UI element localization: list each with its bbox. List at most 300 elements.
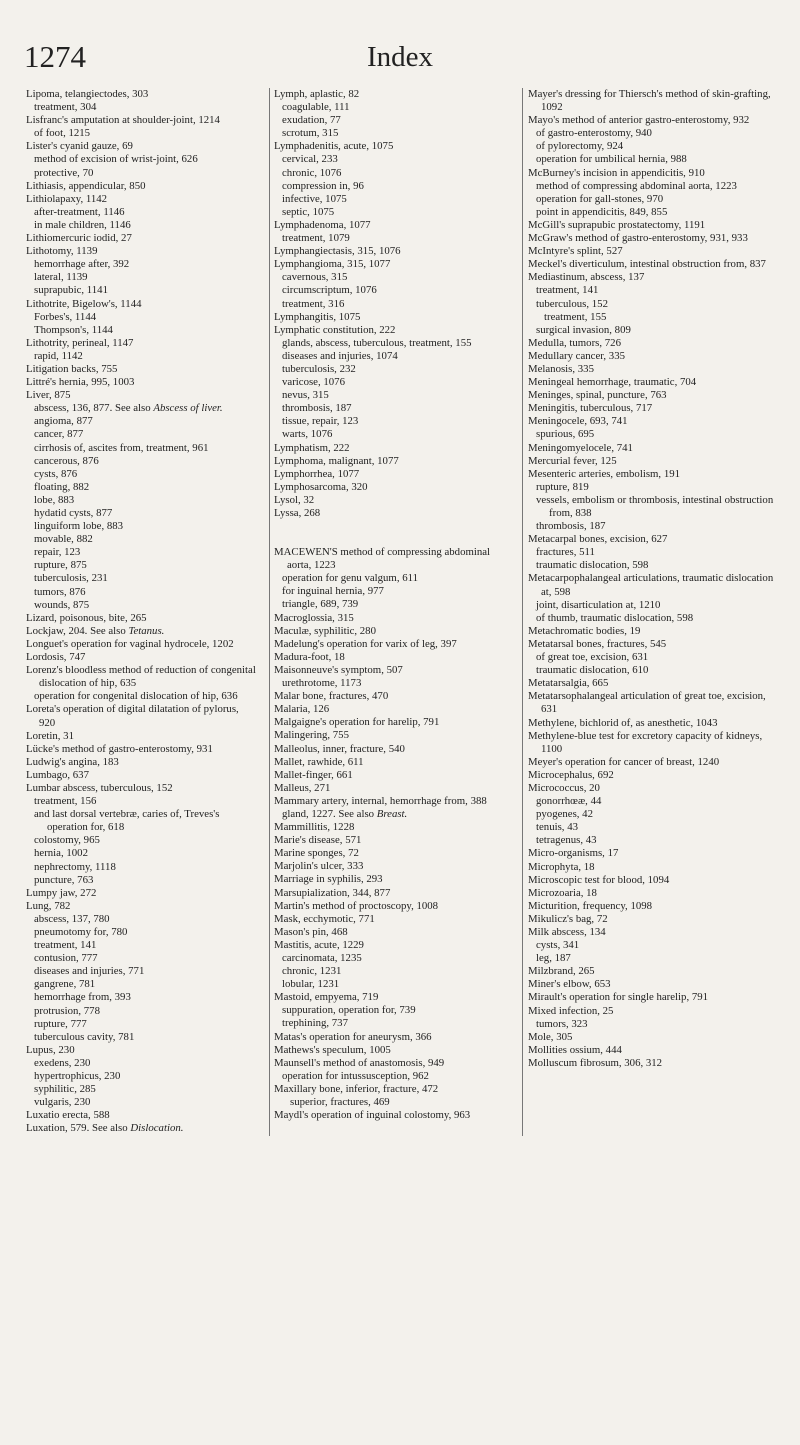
entry-text: abscess, 137, 780: [34, 912, 110, 925]
index-entry: [274, 795, 510, 808]
index-subentry: [26, 586, 257, 599]
entry-text: nevus, 315: [282, 389, 329, 402]
index-subentry: [274, 101, 510, 114]
entry-text: protective, 70: [34, 166, 94, 179]
index-entry: [528, 114, 782, 127]
index-entry: [26, 900, 257, 913]
entry-text: Forbes's, 1144: [34, 310, 97, 323]
index-columns: [26, 88, 782, 1136]
index-entry: [528, 415, 782, 428]
entry-text: repair, 123: [34, 546, 81, 559]
entry-text: Medulla, tumors, 726: [528, 336, 621, 349]
entry-text: thrombosis, 187: [536, 520, 606, 533]
entry-text: hypertrophicus, 230: [34, 1070, 121, 1083]
index-subentry: [274, 193, 510, 206]
entry-text: surgical invasion, 809: [536, 323, 631, 336]
index-subentry: [26, 468, 257, 481]
index-entry: [528, 1057, 782, 1070]
index-subentry: [26, 690, 257, 703]
entry-text: urethrotome, 1173: [282, 677, 362, 690]
cross-reference: Dislocation.: [130, 1122, 184, 1135]
index-entry: [26, 180, 257, 193]
index-subentry: [274, 180, 510, 193]
index-subentry: [274, 363, 510, 376]
entry-text: Medullary cancer, 335: [528, 349, 625, 362]
entry-text: Meyer's operation for cancer of breast, 1240: [528, 755, 720, 768]
index-subentry: [26, 965, 257, 978]
entry-text: Lymphangitis, 1075: [274, 310, 361, 323]
index-subentry: [26, 481, 257, 494]
entry-text: McBurney's incision in appendicitis, 910: [528, 166, 705, 179]
entry-text: operation for intussusception, 962: [282, 1069, 429, 1082]
index-subentry: [274, 677, 510, 690]
entry-text: Lymphangioma, 315, 1077: [274, 258, 391, 271]
entry-text: Metatarsal bones, fractures, 545: [528, 637, 667, 650]
index-entry: [528, 717, 782, 730]
index-subentry: [274, 376, 510, 389]
entry-text: Longuet's operation for vaginal hydrocele, 1202: [26, 637, 234, 650]
entry-text: of pylorectomy, 924: [536, 140, 624, 153]
entry-text: hydatid cysts, 877: [34, 507, 113, 519]
index-subentry: [26, 127, 257, 140]
entry-text: Macroglossia, 315: [274, 611, 354, 624]
index-subentry: [274, 1096, 510, 1109]
page-number: 1274: [24, 39, 86, 74]
entry-text: Miner's elbow, 653: [528, 978, 611, 991]
index-entry: [528, 219, 782, 232]
entry-text: cysts, 341: [536, 939, 580, 952]
entry-text: cervical, 233: [282, 153, 338, 166]
entry-text: movable, 882: [34, 533, 93, 546]
index-subentry: [26, 808, 257, 834]
entry-text: cancerous, 876: [34, 454, 99, 467]
index-subentry: [528, 324, 782, 337]
entry-text: Metacarpophalangeal articulations, traumatic dislocation at, 598: [528, 572, 774, 598]
index-subentry: [274, 1070, 510, 1083]
entry-text: Lysol, 32: [274, 493, 315, 506]
entry-text: for inguinal hernia, 977: [282, 585, 384, 598]
entry-text: tuberculous, 152: [536, 297, 608, 310]
entry-text: Matas's operation for aneurysm, 366: [274, 1030, 432, 1043]
index-subentry: [274, 1004, 510, 1017]
entry-text: McGraw's method of gastro-enterostomy, 931, 933: [528, 232, 748, 245]
index-entry: [528, 376, 782, 389]
index-entry: [528, 271, 782, 284]
index-entry: [274, 743, 510, 756]
index-subentry: [26, 284, 257, 297]
entry-text: joint, disarticulation at, 1210: [536, 598, 661, 611]
entry-text: Lymph, aplastic, 82: [274, 88, 360, 100]
index-subentry: [26, 533, 257, 546]
index-subentry: [26, 167, 257, 180]
entry-text: Mixed infection, 25: [528, 1004, 614, 1017]
cross-reference: Breast.: [376, 807, 408, 820]
index-subentry: [528, 481, 782, 494]
index-entry: [528, 625, 782, 638]
index-entry: [274, 703, 510, 716]
index-entry: [26, 232, 257, 245]
entry-text: protrusion, 778: [34, 1004, 100, 1017]
index-subentry: [274, 808, 510, 821]
entry-text: Milzbrand, 265: [528, 965, 595, 978]
entry-text: infective, 1075: [282, 192, 347, 205]
cross-reference: Tetanus.: [128, 624, 165, 637]
entry-text: Malleus, 271: [274, 781, 331, 794]
index-entry: [26, 376, 257, 389]
index-entry: [274, 494, 510, 507]
index-subentry: [528, 808, 782, 821]
index-entry: [274, 311, 510, 324]
entry-text: MACEWEN'S method of compressing abdominal aorta, 1223: [274, 546, 491, 572]
index-entry: [26, 337, 257, 350]
entry-text: tenuis, 43: [536, 821, 578, 834]
entry-text: carcinomata, 1235: [282, 952, 362, 964]
entry-text: Maculæ, syphilitic, 280: [274, 624, 376, 637]
index-entry: [26, 245, 257, 258]
index-subentry: [528, 153, 782, 166]
index-entry: [26, 298, 257, 311]
entry-text: tissue, repair, 123: [282, 415, 359, 428]
entry-text: Lithotomy, 1139: [26, 245, 98, 258]
index-subentry: [274, 167, 510, 180]
index-entry: [274, 442, 510, 455]
entry-text: Mammillitis, 1228: [274, 821, 355, 834]
index-subentry: [274, 114, 510, 127]
index-entry: [528, 363, 782, 376]
index-entry: [274, 1057, 510, 1070]
index-subentry: [274, 127, 510, 140]
entry-text: tuberculous cavity, 781: [34, 1030, 135, 1043]
entry-text: Lisfranc's amputation at shoulder-joint, 1214: [26, 114, 220, 127]
index-subentry: [26, 271, 257, 284]
index-entry: [26, 887, 257, 900]
entry-text: Mask, ecchymotic, 771: [274, 912, 375, 925]
index-subentry: [26, 101, 257, 114]
index-entry: [528, 965, 782, 978]
index-entry: [274, 468, 510, 481]
index-entry: [274, 1044, 510, 1057]
entry-text: rupture, 875: [34, 559, 87, 572]
entry-text: puncture, 763: [34, 873, 94, 886]
entry-text: treatment, 155: [544, 310, 607, 323]
entry-text: method of excision of wrist-joint, 626: [34, 153, 198, 166]
index-subentry: [528, 795, 782, 808]
entry-text: Malingering, 755: [274, 729, 349, 742]
index-subentry: [274, 1017, 510, 1030]
entry-text: point in appendicitis, 849, 855: [536, 205, 668, 218]
index-entry: [26, 703, 257, 729]
index-subentry: [274, 298, 510, 311]
index-entry: [274, 625, 510, 638]
index-subentry: [26, 494, 257, 507]
entry-text: syphilitic, 285: [34, 1083, 96, 1096]
index-subentry: [26, 599, 257, 612]
index-entry: [26, 1109, 257, 1122]
index-entry: [528, 402, 782, 415]
entry-text: operation for gall-stones, 970: [536, 192, 664, 205]
entry-text: Littré's hernia, 995, 1003: [26, 376, 135, 389]
entry-text: treatment, 1079: [282, 232, 350, 245]
index-subentry: [26, 507, 257, 520]
index-subentry: [26, 978, 257, 991]
entry-text: Lithiolapaxy, 1142: [26, 192, 108, 205]
index-entry: [528, 861, 782, 874]
index-entry: [274, 991, 510, 1004]
index-subentry: [274, 585, 510, 598]
index-subentry: [528, 821, 782, 834]
index-entry: [528, 1044, 782, 1057]
index-column-1: [26, 88, 257, 1136]
index-subentry: [528, 651, 782, 664]
index-subentry: [528, 599, 782, 612]
index-subentry: [528, 206, 782, 219]
entry-text: treatment, 156: [34, 795, 97, 808]
entry-text: of gastro-enterostomy, 940: [536, 127, 652, 140]
entry-text: in male children, 1146: [34, 218, 131, 231]
index-entry: [274, 258, 510, 271]
index-entry: [528, 887, 782, 900]
entry-text: Lithiomercuric iodid, 27: [26, 232, 132, 245]
index-entry: [274, 887, 510, 900]
index-subentry: [26, 520, 257, 533]
index-subentry: [26, 402, 257, 415]
index-subentry: [26, 795, 257, 808]
entry-text: Lithiasis, appendicular, 850: [26, 179, 146, 192]
index-entry: [274, 900, 510, 913]
index-subentry: [528, 311, 782, 324]
entry-text: Maunsell's method of anastomosis, 949: [274, 1056, 445, 1069]
index-subentry: [274, 389, 510, 402]
index-subentry: [528, 559, 782, 572]
entry-text: Lyssa, 268: [274, 507, 321, 519]
entry-text: tuberculosis, 232: [282, 362, 356, 375]
entry-text: abscess, 136, 877. See also: [34, 402, 151, 415]
entry-text: Loretin, 31: [26, 729, 74, 742]
index-entry: [528, 690, 782, 716]
index-entry: [26, 140, 257, 153]
entry-text: Maydl's operation of inguinal colostomy, 963: [274, 1109, 471, 1122]
index-entry: [528, 913, 782, 926]
entry-text: gangrene, 781: [34, 978, 96, 991]
index-entry: [528, 337, 782, 350]
index-subentry: [274, 350, 510, 363]
entry-text: Lumbar abscess, tuberculous, 152: [26, 781, 173, 794]
index-entry: [528, 874, 782, 887]
index-subentry: [528, 546, 782, 559]
index-subentry: [274, 232, 510, 245]
entry-text: tetragenus, 43: [536, 834, 597, 847]
index-subentry: [26, 1005, 257, 1018]
entry-text: treatment, 141: [536, 284, 599, 297]
index-entry: [274, 834, 510, 847]
entry-text: rapid, 1142: [34, 349, 83, 362]
entry-text: Maisonneuve's symptom, 507: [274, 663, 403, 676]
index-entry: [274, 546, 510, 572]
entry-text: of thumb, traumatic dislocation, 598: [536, 611, 694, 624]
index-subentry: [26, 559, 257, 572]
index-subentry: [26, 913, 257, 926]
entry-text: leg, 187: [536, 952, 571, 965]
entry-text: Litigation backs, 755: [26, 362, 118, 375]
index-subentry: [528, 193, 782, 206]
index-entry: [26, 651, 257, 664]
entry-text: thrombosis, 187: [282, 402, 352, 415]
index-subentry: [274, 206, 510, 219]
entry-text: McIntyre's splint, 527: [528, 245, 623, 258]
index-subentry: [274, 598, 510, 611]
index-column-3: [522, 88, 782, 1136]
entry-text: Methylene-blue test for excretory capacity of kidneys, 1100: [528, 729, 763, 755]
entry-text: Loreta's operation of digital dilatation of pylorus, 920: [26, 703, 239, 729]
index-entry: [274, 651, 510, 664]
index-subentry: [26, 455, 257, 468]
entry-text: Marsupialization, 344, 877: [274, 886, 391, 899]
entry-text: Madelung's operation for varix of leg, 397: [274, 637, 457, 650]
entry-text: Malar bone, fractures, 470: [274, 690, 389, 703]
entry-text: gland, 1227. See also: [282, 807, 375, 820]
entry-text: Marine sponges, 72: [274, 847, 359, 860]
index-entry: [274, 913, 510, 926]
entry-text: Lymphoma, malignant, 1077: [274, 454, 399, 467]
entry-text: lateral, 1139: [34, 271, 88, 284]
index-entry: [528, 389, 782, 402]
index-entry: [274, 638, 510, 651]
entry-text: coagulable, 111: [282, 101, 350, 114]
index-entry: [528, 572, 782, 598]
entry-text: treatment, 304: [34, 101, 97, 114]
index-entry: [274, 847, 510, 860]
index-entry: [528, 900, 782, 913]
index-entry: [274, 507, 510, 520]
entry-text: Mesenteric arteries, embolism, 191: [528, 467, 681, 480]
index-subentry: [528, 939, 782, 952]
index-entry: [274, 729, 510, 742]
index-entry: [26, 730, 257, 743]
index-subentry: [26, 847, 257, 860]
entry-text: Meningomyelocele, 741: [528, 441, 633, 454]
index-entry: [274, 782, 510, 795]
index-subentry: [26, 324, 257, 337]
entry-text: Microzoaria, 18: [528, 886, 597, 899]
entry-text: of foot, 1215: [34, 127, 91, 140]
entry-text: Mercurial fever, 125: [528, 454, 617, 467]
entry-text: Marriage in syphilis, 293: [274, 873, 383, 886]
entry-text: Lithotrite, Bigelow's, 1144: [26, 297, 142, 310]
entry-text: Microphyta, 18: [528, 860, 595, 873]
index-entry: [528, 88, 782, 114]
entry-text: Mastitis, acute, 1229: [274, 938, 364, 951]
index-subentry: [26, 219, 257, 232]
entry-text: angioma, 877: [34, 415, 93, 428]
index-subentry: [274, 402, 510, 415]
entry-text: contusion, 777: [34, 952, 98, 965]
entry-text: scrotum, 315: [282, 127, 339, 140]
index-subentry: [26, 874, 257, 887]
index-subentry: [528, 284, 782, 297]
index-subentry: [26, 546, 257, 559]
entry-text: Mammary artery, internal, hemorrhage from, 388: [274, 794, 487, 807]
index-subentry: [528, 298, 782, 311]
index-entry: [26, 664, 257, 690]
index-entry: [528, 782, 782, 795]
entry-text: Mathews's speculum, 1005: [274, 1043, 391, 1056]
index-entry: [528, 350, 782, 363]
entry-text: Mediastinum, abscess, 137: [528, 271, 645, 284]
entry-text: Lymphadenitis, acute, 1075: [274, 140, 394, 153]
index-subentry: [26, 939, 257, 952]
entry-text: Martin's method of proctoscopy, 1008: [274, 899, 439, 912]
entry-text: Lithotrity, perineal, 1147: [26, 336, 134, 349]
index-subentry: [26, 1096, 257, 1109]
entry-text: lobular, 1231: [282, 978, 340, 991]
entry-text: Mikulicz's bag, 72: [528, 912, 608, 925]
index-subentry: [274, 337, 510, 350]
entry-text: Thompson's, 1144: [34, 323, 113, 336]
entry-text: gonorrhœæ, 44: [536, 795, 602, 808]
entry-text: operation for genu valgum, 611: [282, 572, 419, 585]
index-entry: [26, 769, 257, 782]
index-entry: [274, 324, 510, 337]
entry-text: Marjolin's ulcer, 333: [274, 860, 364, 873]
index-subentry: [528, 1018, 782, 1031]
entry-text: trephining, 737: [282, 1017, 348, 1030]
index-entry: [274, 756, 510, 769]
entry-text: Lumbago, 637: [26, 768, 89, 781]
entry-text: Mallet, rawhide, 611: [274, 755, 364, 768]
entry-text: spurious, 695: [536, 428, 595, 441]
entry-text: Malgaigne's operation for harelip, 791: [274, 716, 440, 729]
entry-text: Lumpy jaw, 272: [26, 886, 97, 899]
index-entry: [528, 1005, 782, 1018]
entry-text: linguiform lobe, 883: [34, 520, 124, 533]
entry-text: Meningocele, 693, 741: [528, 415, 628, 428]
index-subentry: [26, 834, 257, 847]
page-title: Index: [366, 41, 434, 73]
index-subentry: [274, 572, 510, 585]
entry-text: suppuration, operation for, 739: [282, 1004, 416, 1017]
entry-text: tumors, 876: [34, 585, 86, 598]
index-subentry: [274, 952, 510, 965]
index-entry: [26, 389, 257, 402]
entry-text: septic, 1075: [282, 205, 335, 218]
index-entry: [274, 939, 510, 952]
index-subentry: [26, 861, 257, 874]
entry-text: wounds, 875: [34, 598, 90, 611]
entry-text: Maxillary bone, inferior, fracture, 472: [274, 1082, 439, 1095]
entry-text: Meningitis, tuberculous, 717: [528, 402, 653, 415]
entry-text: Lung, 782: [26, 899, 71, 912]
entry-text: Lücke's method of gastro-enterostomy, 931: [26, 742, 213, 755]
entry-text: Metatarsalgia, 665: [528, 677, 609, 690]
index-entry: [528, 167, 782, 180]
index-entry: [26, 638, 257, 651]
index-subentry: [274, 415, 510, 428]
entry-text: Lymphosarcoma, 320: [274, 480, 368, 493]
entry-text: superior, fractures, 469: [290, 1096, 390, 1109]
index-subentry: [26, 415, 257, 428]
index-subentry: [274, 271, 510, 284]
index-entry: [26, 1044, 257, 1057]
index-subentry: [26, 258, 257, 271]
entry-text: hernia, 1002: [34, 847, 88, 860]
entry-text: Lister's cyanid gauze, 69: [26, 140, 133, 153]
index-entry: [274, 769, 510, 782]
entry-text: chronic, 1231: [282, 965, 342, 978]
index-subentry: [274, 284, 510, 297]
index-entry: [26, 756, 257, 769]
entry-text: Micrococcus, 20: [528, 781, 600, 794]
index-entry: [528, 232, 782, 245]
